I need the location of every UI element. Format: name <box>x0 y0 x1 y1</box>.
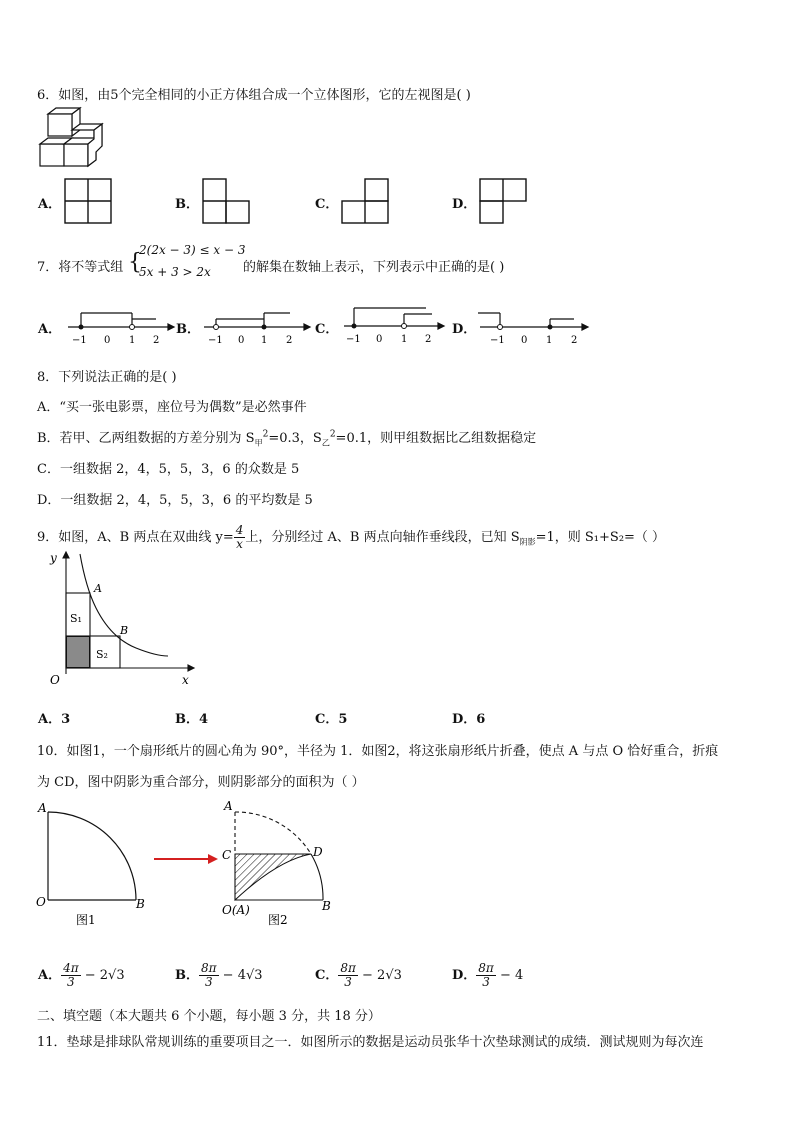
q6-cube-figure <box>38 108 108 168</box>
q6-option-d-figure <box>479 178 527 224</box>
fig1-b-label: B <box>136 897 145 911</box>
point-a-label: A <box>94 582 102 595</box>
q7-prefix: 7．将不等式组 <box>37 260 124 275</box>
q9-hyperbola-figure <box>36 548 196 693</box>
red-arrow-icon <box>152 852 222 866</box>
q9-option-c[interactable]: C．5 <box>315 712 348 727</box>
q10-stem-line1: 10．如图1，一个扇形纸片的圆心角为 90°，半径为 1．如图2，将这张扇形纸片折叠，使点 A 与点 O 恰好重合，折痕 <box>37 744 719 759</box>
q9-post: =1，则 S₁+S₂=（ ） <box>535 530 666 545</box>
s2-label: S₂ <box>96 648 108 661</box>
q9-stem <box>37 524 665 551</box>
q8-b-sub2: 乙 <box>321 438 330 448</box>
fig1-caption: 图1 <box>76 913 96 927</box>
system-brace: { <box>128 250 142 275</box>
q6-stem: 6．如图，由5个完全相同的小正方体组合成一个立体图形，它的左视图是( ) <box>37 88 471 103</box>
point-b-label: B <box>120 624 129 637</box>
origin-label: O <box>50 673 60 687</box>
q8-b-post: =0.1，则甲组数据比乙组数据稳定 <box>335 431 537 446</box>
q6-option-b-figure <box>202 178 250 224</box>
q6-option-b[interactable]: B． <box>175 197 199 212</box>
q10-figure1 <box>34 800 154 930</box>
q6-option-c[interactable]: C． <box>315 197 339 212</box>
q10-stem-line2: 为 CD，图中阴影为重合部分，则阴影部分的面积为（ ） <box>37 775 365 790</box>
q9-option-d[interactable]: D．6 <box>452 712 486 727</box>
q10-option-a[interactable]: A． $\frac{4\pi}{3}$ − 2√3 <box>38 961 125 989</box>
q9-mid: 上，分别经过 A、B 两点向轴作垂线段，已知 S <box>245 530 520 545</box>
q9-option-b[interactable]: B．4 <box>175 712 209 727</box>
q6-option-d[interactable]: D． <box>452 197 477 212</box>
tick-label: 2 <box>153 335 160 346</box>
q9-fraction: $\frac{4}{x}$ <box>235 523 244 551</box>
tick-label: 0 <box>376 334 383 345</box>
section-heading: 二、填空题（本大题共 6 个小题，每小题 3 分，共 18 分） <box>37 1009 381 1024</box>
q7-option-c-numberline <box>340 300 450 345</box>
q7-option-c[interactable]: C． <box>315 322 339 337</box>
tick-label: 2 <box>571 335 578 346</box>
q7-option-b[interactable]: B． <box>176 322 200 337</box>
q8-option-b[interactable]: B．若甲、乙两组数据的方差分别为 $S_甲^2=0.3$，$S_乙^2=0.1$，则甲组数据比乙组数据稳定 <box>37 429 537 448</box>
q8-b-mid: =0.3，S <box>268 431 322 446</box>
q9-sub: 阴影 <box>519 537 536 547</box>
q10-option-c[interactable]: C． $\frac{8\pi}{3}$ − 2√3 <box>315 961 402 989</box>
tick-label: 2 <box>425 334 432 345</box>
fig2-c-label: C <box>222 848 232 862</box>
q6-option-a[interactable]: A． <box>38 197 62 212</box>
q7-option-a[interactable]: A． <box>38 322 62 337</box>
q10-option-b[interactable]: B． $\frac{8\pi}{3}$ − 4√3 <box>175 961 263 989</box>
x-axis-label: x <box>182 673 189 687</box>
q7-option-b-numberline <box>200 305 310 345</box>
tick-label: −1 <box>490 335 505 346</box>
y-axis-label: y <box>50 551 57 565</box>
q7-suffix: 的解集在数轴上表示，下列表示中正确的是( ) <box>243 260 505 275</box>
tick-label: 0 <box>521 335 528 346</box>
tick-label: 0 <box>238 335 245 346</box>
tick-label: 2 <box>286 335 293 346</box>
q8-option-a[interactable]: A．“买一张电影票，座位号为偶数”是必然事件 <box>37 400 307 415</box>
q8-b-sub1: 甲 <box>254 438 263 448</box>
q8-stem: 8．下列说法正确的是( ) <box>37 370 177 385</box>
q7-inequality-1: 2(2x − 3) ≤ x − 3 <box>139 243 246 257</box>
q8-b-pre: B．若甲、乙两组数据的方差分别为 S <box>37 431 255 446</box>
q10-option-d[interactable]: D． $\frac{8\pi}{3}$ − 4 <box>452 961 524 989</box>
tick-label: 1 <box>546 335 553 346</box>
tick-label: 1 <box>129 335 136 346</box>
q6-option-a-figure <box>64 178 112 224</box>
fig2-b-label: B <box>322 899 331 913</box>
s1-label: S₁ <box>70 612 82 625</box>
q11-stem: 11．垫球是排球队常规训练的重要项目之一．如图所示的数据是运动员张华十次垫球测试的成绩．测试规则为每次连 <box>37 1035 704 1050</box>
q7-inequality-2: 5x + 3 > 2x <box>139 265 211 279</box>
tick-label: 1 <box>261 335 268 346</box>
fig1-a-label: A <box>38 801 47 815</box>
q6-option-c-figure <box>341 178 389 224</box>
q7-option-a-numberline <box>64 305 174 345</box>
q7-option-d[interactable]: D． <box>452 322 477 337</box>
tick-label: −1 <box>346 334 361 345</box>
fig2-caption: 图2 <box>268 913 288 927</box>
tick-label: −1 <box>208 335 223 346</box>
q9-option-a[interactable]: A．3 <box>38 712 71 727</box>
q7-option-d-numberline <box>476 305 596 345</box>
tick-label: 1 <box>401 334 408 345</box>
fig2-a-label: A <box>224 799 233 813</box>
fig2-d-label: D <box>313 845 323 859</box>
tick-label: −1 <box>72 335 87 346</box>
q8-option-c[interactable]: C．一组数据 2，4，5，5，3，6 的众数是 5 <box>37 462 300 477</box>
q10-figure2 <box>218 798 348 933</box>
fig2-oa-label: O(A) <box>222 903 250 917</box>
q8-option-d[interactable]: D．一组数据 2，4，5，5，3，6 的平均数是 5 <box>37 493 313 508</box>
fig1-o-label: O <box>36 895 46 909</box>
tick-label: 0 <box>104 335 111 346</box>
q9-pre: 9．如图，A、B 两点在双曲线 y= <box>37 530 234 545</box>
